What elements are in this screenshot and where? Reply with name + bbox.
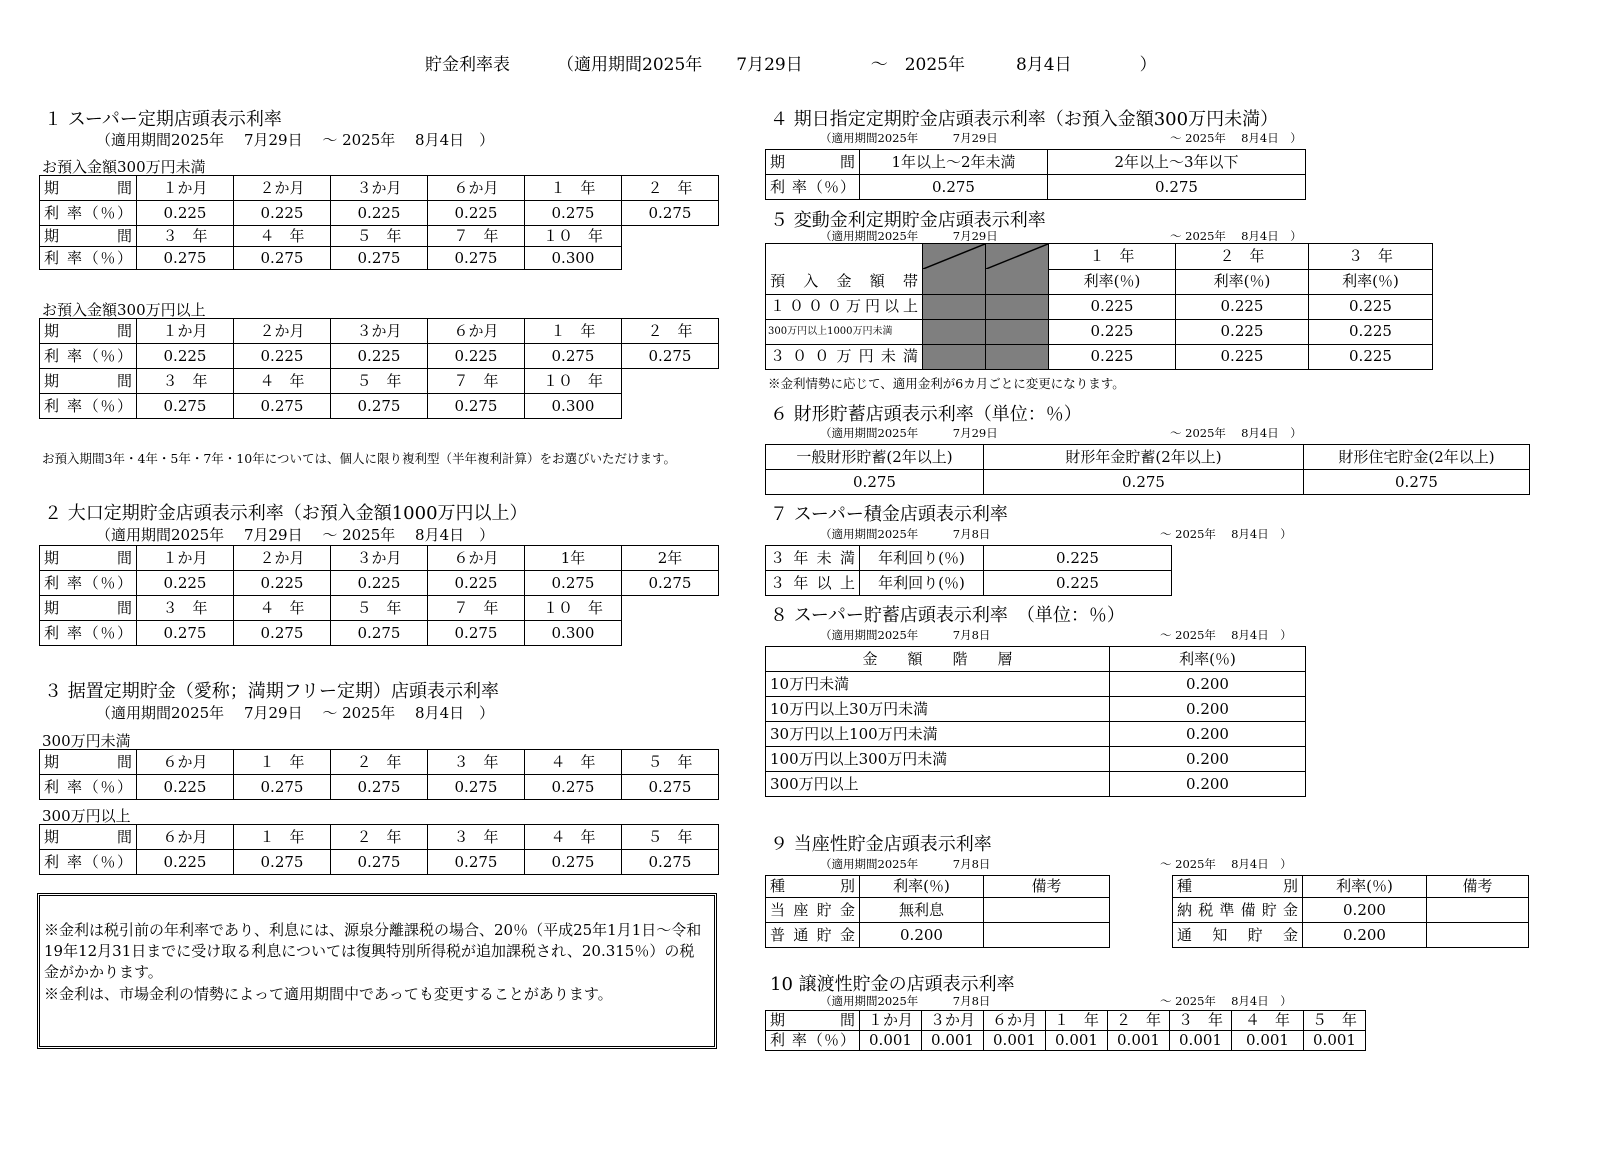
yield-label: 年利回り(％) <box>860 546 984 571</box>
section-3-period: （適用期間2025年 7月29日 ～ 2025年 8月4日 ） <box>96 704 495 722</box>
header-zaikei-pension: 財形年金貯蓄(2年以上) <box>984 445 1304 470</box>
rate-cell: 0.225 <box>1049 344 1176 369</box>
section-5-table <box>765 243 1433 370</box>
header-2y: ２ 年 <box>331 750 428 775</box>
header-2y: 2年 <box>622 546 719 571</box>
rate-cell: 0.225 <box>234 571 331 596</box>
footnote-line-1: ※金利は税引前の年利率であり、利息には、源泉分離課税の場合、20％（平成25年1月1日～令和19年12月31日までに受け取る利息については復興特別所得税が追加課税され、20.315％）の税金がかかります。 <box>44 921 702 981</box>
section-8-title: ８ スーパー貯蓄店頭表示利率 （単位：％） <box>770 605 1125 626</box>
header-2y: ２ 年 <box>331 825 428 850</box>
rate-cell: 0.300 <box>525 621 622 646</box>
tier-label: 300万円以上 <box>766 772 1110 797</box>
band-label: ３００万円未満 <box>766 344 923 369</box>
rate-cell: 0.300 <box>525 247 622 270</box>
header-rate: 利率(％) <box>1176 269 1309 294</box>
section-4-period-start: （適用期間2025年 7月29日 <box>820 131 998 145</box>
header-kikan: 期 間 <box>40 369 137 394</box>
rate-cell: 0.001 <box>1108 1031 1170 1051</box>
header-rate: 利 率（％） <box>40 850 137 875</box>
rate-cell: 0.200 <box>1303 898 1427 923</box>
header-rate: 利 率（％） <box>40 344 137 369</box>
header-4y: ４ 年 <box>525 750 622 775</box>
rate-cell: 0.225 <box>137 571 234 596</box>
rate-cell: 0.001 <box>1304 1031 1366 1051</box>
section-10-title: 10 譲渡性貯金の店頭表示利率 <box>770 974 1015 995</box>
header-kind: 種 別 <box>1173 876 1303 898</box>
header-4y: ４ 年 <box>525 825 622 850</box>
rate-cell: 0.275 <box>428 850 525 875</box>
header-6m: ６か月 <box>428 176 525 201</box>
rate-cell: 0.225 <box>428 571 525 596</box>
header-5y: ５ 年 <box>1304 1011 1366 1031</box>
rate-cell: 0.275 <box>331 247 428 270</box>
section-1-title: １ スーパー定期店頭表示利率 <box>44 109 282 130</box>
rate-cell: 0.200 <box>860 923 984 948</box>
header-3m: ３か月 <box>331 176 428 201</box>
kind-label: 通 知 貯 金 <box>1173 923 1303 948</box>
header-2y: ２ 年 <box>1108 1011 1170 1031</box>
section-7-period-end: ～ 2025年 8月4日 ） <box>1160 527 1292 541</box>
header-3y: ３ 年 <box>137 226 234 247</box>
section-3-table-over-3m <box>39 824 719 875</box>
header-1y: １ 年 <box>1046 1011 1108 1031</box>
section-5-note: ※金利情勢に応じて、適用金利が6カ月ごとに変更になります。 <box>768 376 1125 391</box>
rate-cell: 0.225 <box>984 571 1172 596</box>
section-4-table <box>765 149 1306 200</box>
rate-cell: 0.275 <box>234 775 331 800</box>
header-zaikei-general: 一般財形貯蓄(2年以上) <box>766 445 984 470</box>
section-6-table <box>765 444 1530 495</box>
section-9-table-left <box>765 875 1110 948</box>
section-5-title: ５ 変動金利定期貯金店頭表示利率 <box>770 210 1046 231</box>
band-label: 300万円以上1000万円未満 <box>766 319 923 344</box>
rate-cell: 0.275 <box>525 201 622 226</box>
header-kikan: 期 間 <box>40 226 137 247</box>
header-7y: ７ 年 <box>428 226 525 247</box>
rate-cell: 0.225 <box>428 201 525 226</box>
section-1-period: （適用期間2025年 7月29日 ～ 2025年 8月4日 ） <box>96 131 495 149</box>
header-3m: ３か月 <box>922 1011 984 1031</box>
header-3y: ３ 年 <box>137 369 234 394</box>
header-3y: ３ 年 <box>137 596 234 621</box>
header-1m: １か月 <box>137 319 234 344</box>
term-label: ３年以上 <box>766 571 860 596</box>
header-rate: 利 率（％） <box>40 775 137 800</box>
header-3y: ３ 年 <box>428 750 525 775</box>
rate-cell: 0.225 <box>234 201 331 226</box>
rate-cell: 0.275 <box>331 394 428 419</box>
header-rate: 利率(％) <box>1049 269 1176 294</box>
rate-cell: 0.225 <box>1049 319 1176 344</box>
section-3-title: ３ 据置定期貯金（愛称；満期フリー定期）店頭表示利率 <box>44 681 499 702</box>
tier-label: 100万円以上300万円未満 <box>766 747 1110 772</box>
rate-cell: 0.001 <box>1232 1031 1304 1051</box>
rate-cell: 0.225 <box>137 850 234 875</box>
header-10y: １０ 年 <box>525 226 622 247</box>
rate-cell: 0.225 <box>1176 319 1309 344</box>
header-6m: ６か月 <box>137 825 234 850</box>
rate-cell: 0.200 <box>1110 722 1306 747</box>
header-3y: ３ 年 <box>428 825 525 850</box>
header-2m: ２か月 <box>234 546 331 571</box>
header-4y: ４ 年 <box>234 226 331 247</box>
rate-cell: 0.275 <box>1048 175 1306 200</box>
header-4y: ４ 年 <box>234 369 331 394</box>
header-2m: ２か月 <box>234 176 331 201</box>
section-6-period-end: ～ 2025年 8月4日 ） <box>1170 426 1302 440</box>
header-kikan: 期 間 <box>40 546 137 571</box>
rate-cell: 0.001 <box>1170 1031 1232 1051</box>
header-rate: 利率(％) <box>1110 647 1306 672</box>
diagonal-cell <box>923 244 986 270</box>
section-5-period-end: ～ 2025年 8月4日 ） <box>1170 229 1302 243</box>
header-zaikei-housing: 財形住宅貯金(2年以上) <box>1304 445 1530 470</box>
rate-cell: 0.225 <box>984 546 1172 571</box>
tier-label: 10万円以上30万円未満 <box>766 697 1110 722</box>
note-cell <box>984 923 1110 948</box>
rate-cell: 0.275 <box>525 775 622 800</box>
rate-cell: 0.275 <box>331 621 428 646</box>
header-5y: ５ 年 <box>622 750 719 775</box>
header-6m: ６か月 <box>428 319 525 344</box>
header-1m: １か月 <box>137 546 234 571</box>
term-label: ３年未満 <box>766 546 860 571</box>
rate-cell: 0.001 <box>1046 1031 1108 1051</box>
rate-cell: 0.275 <box>622 571 719 596</box>
rate-cell: 0.275 <box>622 344 719 369</box>
rate-cell: 0.275 <box>234 394 331 419</box>
header-7y: ７ 年 <box>428 596 525 621</box>
section-9-table-right <box>1172 875 1529 948</box>
rate-cell: 0.275 <box>137 394 234 419</box>
section-8-table <box>765 646 1306 797</box>
header-1y: １ 年 <box>234 825 331 850</box>
rate-cell: 0.300 <box>525 394 622 419</box>
rate-cell: 0.200 <box>1110 672 1306 697</box>
tier-label: 10万円未満 <box>766 672 1110 697</box>
section-8-period-end: ～ 2025年 8月4日 ） <box>1160 628 1292 642</box>
rate-cell: 0.200 <box>1110 697 1306 722</box>
section-1-label-under-3m: お預入金額300万円未満 <box>42 158 206 176</box>
header-rate: 利 率（％） <box>40 247 137 270</box>
note-cell <box>1427 923 1529 948</box>
rate-cell: 0.001 <box>922 1031 984 1051</box>
header-kikan: 期 間 <box>40 750 137 775</box>
rate-cell: 0.275 <box>428 775 525 800</box>
rate-cell: 0.200 <box>1303 923 1427 948</box>
rate-cell: 0.275 <box>234 247 331 270</box>
rate-cell: 0.275 <box>984 470 1304 495</box>
yield-label: 年利回り(％) <box>860 571 984 596</box>
rate-cell: 0.275 <box>428 247 525 270</box>
rate-cell: 0.225 <box>1309 294 1433 319</box>
section-1-label-over-3m: お預入金額300万円以上 <box>42 301 206 319</box>
rate-cell: 0.225 <box>1309 344 1433 369</box>
header-amount-tier: 金 額 階 層 <box>766 647 1110 672</box>
header-6m: ６か月 <box>428 546 525 571</box>
section-6-period-start: （適用期間2025年 7月29日 <box>820 426 998 440</box>
header-2y: ２ 年 <box>622 319 719 344</box>
rate-cell: 0.275 <box>860 175 1048 200</box>
section-9-period-end: ～ 2025年 8月4日 ） <box>1160 857 1292 871</box>
header-6m: ６か月 <box>984 1011 1046 1031</box>
section-6-title: ６ 財形貯蓄店頭表示利率（単位：％） <box>770 404 1082 425</box>
kind-label: 納税準備貯金 <box>1173 898 1303 923</box>
header-1y: １ 年 <box>525 176 622 201</box>
section-9-period-start: （適用期間2025年 7月8日 <box>820 857 991 871</box>
header-1m: １か月 <box>137 176 234 201</box>
header-1y: １ 年 <box>1049 244 1176 270</box>
section-3-label-under-3m: 300万円未満 <box>42 732 131 750</box>
rate-cell: 0.200 <box>1110 747 1306 772</box>
header-1m: １か月 <box>860 1011 922 1031</box>
header-rate: 利 率（％） <box>40 571 137 596</box>
header-2y: ２ 年 <box>1176 244 1309 270</box>
section-2-table <box>39 545 719 646</box>
rate-cell: 0.275 <box>137 621 234 646</box>
rate-cell: 0.225 <box>331 571 428 596</box>
section-7-table <box>765 545 1172 596</box>
header-rate: 利 率（％） <box>766 1031 860 1051</box>
rate-cell: 0.275 <box>766 470 984 495</box>
header-1y: １ 年 <box>525 319 622 344</box>
header-2m: ２か月 <box>234 319 331 344</box>
rate-cell: 0.225 <box>137 775 234 800</box>
header-kind: 種 別 <box>766 876 860 898</box>
section-1-table-under-3m <box>39 175 719 270</box>
header-4y: ４ 年 <box>1232 1011 1304 1031</box>
rate-cell: 0.225 <box>1049 294 1176 319</box>
header-10y: １０ 年 <box>525 596 622 621</box>
header-1y: １ 年 <box>234 750 331 775</box>
rate-cell: 0.225 <box>137 201 234 226</box>
rate-cell: 0.275 <box>331 850 428 875</box>
rate-cell: 0.225 <box>428 344 525 369</box>
rate-cell: 0.275 <box>525 571 622 596</box>
rate-cell: 0.225 <box>1309 319 1433 344</box>
section-7-title: ７ スーパー積金店頭表示利率 <box>770 504 1008 525</box>
rate-cell: 0.275 <box>234 621 331 646</box>
section-2-period: （適用期間2025年 7月29日 ～ 2025年 8月4日 ） <box>96 526 495 544</box>
header-2y-3y: 2年以上～3年以下 <box>1048 150 1306 175</box>
section-4-title: ４ 期日指定定期貯金店頭表示利率（お預入金額300万円未満） <box>770 109 1279 130</box>
rate-cell: 0.225 <box>1176 294 1309 319</box>
header-rate: 利率(％) <box>1309 269 1433 294</box>
section-9-title: ９ 当座性貯金店頭表示利率 <box>770 834 992 855</box>
rate-cell: 0.001 <box>860 1031 922 1051</box>
header-1y: 1年 <box>525 546 622 571</box>
header-3y: ３ 年 <box>1170 1011 1232 1031</box>
header-7y: ７ 年 <box>428 369 525 394</box>
header-kikan: 期 間 <box>766 150 860 175</box>
header-4y: ４ 年 <box>234 596 331 621</box>
rate-cell: 0.225 <box>1176 344 1309 369</box>
header-3m: ３か月 <box>331 319 428 344</box>
rate-cell: 0.275 <box>1304 470 1530 495</box>
header-rate: 利率(％) <box>1303 876 1427 898</box>
rate-cell: 0.275 <box>428 394 525 419</box>
header-5y: ５ 年 <box>622 825 719 850</box>
note-cell <box>984 898 1110 923</box>
header-3y: ３ 年 <box>1309 244 1433 270</box>
section-5-period-start: （適用期間2025年 7月29日 <box>820 229 998 243</box>
header-2y: ２ 年 <box>622 176 719 201</box>
diagonal-cell <box>986 244 1049 270</box>
footnote-line-2: ※金利は、市場金利の情勢によって適用期間中であっても変更することがあります。 <box>44 985 613 1003</box>
header-10y: １０ 年 <box>525 369 622 394</box>
rate-cell: 0.200 <box>1110 772 1306 797</box>
rate-cell: 0.275 <box>525 344 622 369</box>
rate-cell: 0.275 <box>137 247 234 270</box>
rate-cell: 0.275 <box>331 775 428 800</box>
header-3m: ３か月 <box>331 546 428 571</box>
rate-cell: 0.225 <box>137 344 234 369</box>
section-8-period-start: （適用期間2025年 7月8日 <box>820 628 991 642</box>
section-10-period-start: （適用期間2025年 7月8日 <box>820 994 991 1008</box>
section-3-label-over-3m: 300万円以上 <box>42 807 131 825</box>
rate-cell: 0.225 <box>331 201 428 226</box>
header-rate: 利率(％) <box>860 876 984 898</box>
header-kikan: 期 間 <box>40 825 137 850</box>
header-band: 預 入 金 額 帯 <box>766 269 923 294</box>
header-kikan: 期 間 <box>40 176 137 201</box>
header-1y-2y: 1年以上～2年未満 <box>860 150 1048 175</box>
note-cell <box>1427 898 1529 923</box>
section-7-period-start: （適用期間2025年 7月8日 <box>820 527 991 541</box>
rate-cell: 0.275 <box>622 850 719 875</box>
rate-cell: 0.275 <box>622 201 719 226</box>
header-rate: 利 率（％） <box>40 621 137 646</box>
band-label: １０００万円以上 <box>766 294 923 319</box>
header-kikan: 期 間 <box>766 1011 860 1031</box>
rate-cell: 0.275 <box>428 621 525 646</box>
tier-label: 30万円以上100万円未満 <box>766 722 1110 747</box>
rate-cell: 無利息 <box>860 898 984 923</box>
rate-cell: 0.001 <box>984 1031 1046 1051</box>
header-5y: ５ 年 <box>331 226 428 247</box>
header-kikan: 期 間 <box>40 319 137 344</box>
section-2-title: ２ 大口定期貯金店頭表示利率（お預入金額1000万円以上） <box>44 503 528 524</box>
header-rate: 利 率（％） <box>766 175 860 200</box>
rate-cell: 0.225 <box>234 344 331 369</box>
section-10-table <box>765 1010 1366 1051</box>
header-kikan: 期 間 <box>40 596 137 621</box>
page-title: 貯金利率表 <box>425 55 510 75</box>
header-5y: ５ 年 <box>331 369 428 394</box>
header-6m: ６か月 <box>137 750 234 775</box>
rate-cell: 0.275 <box>622 775 719 800</box>
section-4-period-end: ～ 2025年 8月4日 ） <box>1170 131 1302 145</box>
section-3-table-under-3m <box>39 749 719 800</box>
header-note: 備考 <box>984 876 1110 898</box>
rate-cell: 0.275 <box>234 850 331 875</box>
header-rate: 利 率（％） <box>40 394 137 419</box>
rate-cell: 0.225 <box>331 344 428 369</box>
section-1-table-over-3m <box>39 318 719 419</box>
section-10-period-end: ～ 2025年 8月4日 ） <box>1160 994 1292 1008</box>
page-period: （適用期間2025年 7月29日 ～ 2025年 8月4日 ） <box>557 55 1157 75</box>
header-note: 備考 <box>1427 876 1529 898</box>
kind-label: 普通貯金 <box>766 923 860 948</box>
kind-label: 当座貯金 <box>766 898 860 923</box>
header-rate: 利 率（％） <box>40 201 137 226</box>
header-5y: ５ 年 <box>331 596 428 621</box>
footnote-box <box>37 893 717 1049</box>
rate-cell: 0.275 <box>525 850 622 875</box>
section-1-note: お預入期間3年・4年・5年・7年・10年については、個人に限り複利型（半年複利計算）をお選びいただけます。 <box>42 451 676 466</box>
